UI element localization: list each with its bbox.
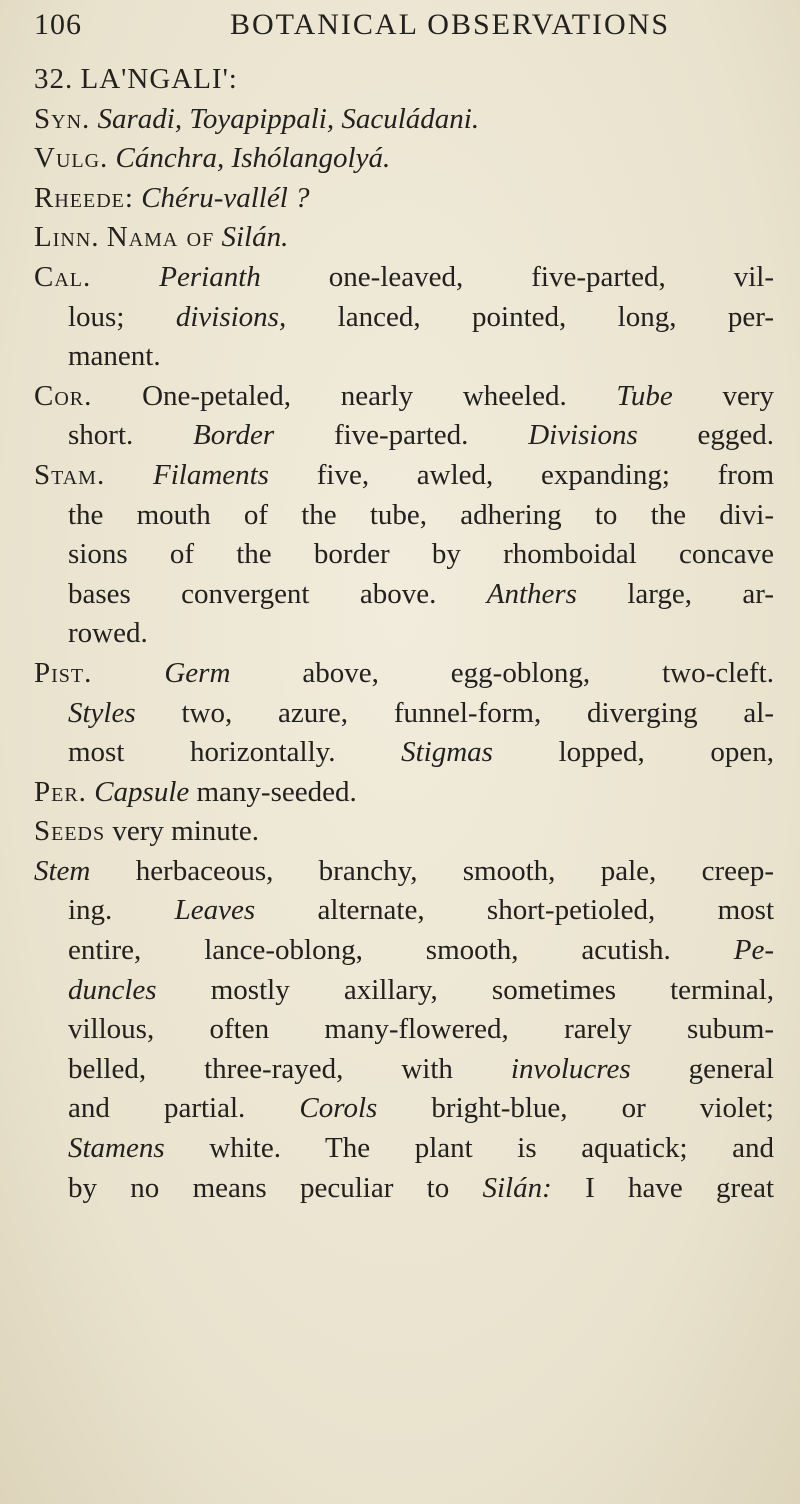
- description-line-2: [34, 891, 774, 931]
- desc-text: and partial.: [68, 1092, 246, 1125]
- desc-term: Stem: [34, 854, 91, 887]
- desc-text: herbaceous, branchy, smooth, pale, creep-: [135, 854, 775, 887]
- desc-text: white. The plant is aquatick; and: [209, 1132, 775, 1165]
- pist-text: two, azure, funnel-form, diverging al-: [181, 696, 775, 729]
- description-line-3: [34, 931, 774, 971]
- cor-label: Cor.: [34, 379, 93, 412]
- calyx-line-3: [34, 337, 774, 377]
- page-body: [34, 60, 774, 1208]
- stamens-line-3: [34, 535, 774, 575]
- vulg-label: Vulg.: [34, 142, 109, 175]
- description-line-1: [34, 852, 774, 892]
- cor-text: very: [722, 379, 775, 412]
- desc-term: Leaves: [174, 894, 256, 927]
- cal-term: Perianth: [159, 260, 261, 293]
- per-term: Capsule: [94, 775, 190, 808]
- seeds-text: very minute.: [112, 815, 259, 848]
- page-header: [34, 8, 764, 58]
- stamens-line-5: [34, 614, 774, 654]
- stam-text: five, awled, expanding; from: [316, 458, 775, 491]
- linn-text-b: Silán.: [221, 221, 289, 254]
- rheede-label: Rheede:: [34, 181, 134, 214]
- desc-term: Pe-: [733, 934, 774, 967]
- entry-number: 32.: [34, 63, 74, 95]
- pistil-line-2: [34, 694, 774, 734]
- vulgar-names-line: [34, 139, 774, 179]
- synonyms-line: [34, 100, 774, 140]
- desc-term: Silán:: [482, 1171, 552, 1204]
- cal-text: one-leaved, five-parted, vil-: [328, 260, 774, 293]
- stam-label: Stam.: [34, 458, 106, 491]
- syn-label: Syn.: [34, 102, 91, 135]
- corolla-line-2: [34, 416, 774, 456]
- cor-term: Tube: [616, 379, 673, 412]
- entry-heading: [34, 60, 774, 100]
- pistil-line-3: [34, 733, 774, 773]
- seeds-line: [34, 812, 774, 852]
- desc-text: villous, often many-flowered, rarely subum-: [68, 1013, 774, 1046]
- pist-label: Pist.: [34, 656, 93, 689]
- rheede-text: Chéru-vallél ?: [141, 181, 310, 214]
- per-text: many-seeded.: [196, 775, 357, 808]
- stam-term: Anthers: [486, 577, 577, 610]
- linnaeus-line: [34, 218, 774, 258]
- vulg-text: Cánchra, Ishólangolyá.: [115, 142, 391, 175]
- cal-text: lous;: [68, 300, 125, 333]
- corolla-line-1: [34, 377, 774, 417]
- cal-term: divisions,: [175, 300, 287, 333]
- description-line-5: [34, 1010, 774, 1050]
- cal-label: Cal.: [34, 260, 92, 293]
- desc-term: duncles: [68, 973, 157, 1006]
- syn-text: Saradi, Toyapippali, Saculádani.: [97, 102, 480, 135]
- pericarp-line: [34, 773, 774, 813]
- page-number: 106: [34, 8, 82, 41]
- description-line-9: [34, 1169, 774, 1209]
- cor-text: five-parted.: [333, 419, 469, 452]
- stamens-line-1: [34, 456, 774, 496]
- stamens-line-2: [34, 496, 774, 536]
- stam-term: Filaments: [152, 458, 269, 491]
- desc-text: belled, three-rayed, with: [68, 1052, 453, 1085]
- desc-text: ing.: [68, 894, 113, 927]
- description-line-4: [34, 971, 774, 1011]
- cor-term: Divisions: [528, 419, 638, 452]
- cor-text: short.: [68, 419, 134, 452]
- entry-name: LA'NGALI':: [80, 63, 238, 95]
- pist-term: Styles: [68, 696, 136, 729]
- desc-text: general: [688, 1052, 774, 1085]
- stam-text: rowed.: [68, 617, 148, 650]
- linn-label: Linn.: [34, 221, 100, 254]
- per-label: Per.: [34, 775, 87, 808]
- description-line-6: [34, 1050, 774, 1090]
- cor-text: One-petaled, nearly wheeled.: [142, 379, 567, 412]
- linn-text-a: Nama of: [106, 221, 215, 254]
- seeds-label: Seeds: [34, 815, 106, 848]
- pist-text: most horizontally.: [68, 736, 336, 769]
- cor-text: egged.: [697, 419, 775, 452]
- stam-text: sions of the border by rhomboidal concave: [68, 538, 774, 571]
- desc-text: I have great: [585, 1171, 775, 1204]
- desc-text: by no means peculiar to: [68, 1171, 450, 1204]
- stam-text: large, ar-: [627, 577, 774, 610]
- calyx-line-2: [34, 298, 774, 338]
- desc-term: Stamens: [68, 1132, 165, 1165]
- pist-term: Stigmas: [401, 736, 493, 769]
- desc-term: Corols: [299, 1092, 378, 1125]
- stam-text: the mouth of the tube, adhering to the divi-: [68, 498, 774, 531]
- description-line-7: [34, 1089, 774, 1129]
- pistil-line-1: [34, 654, 774, 694]
- desc-text: mostly axillary, sometimes terminal,: [210, 973, 775, 1006]
- calyx-line-1: [34, 258, 774, 298]
- pist-text: lopped, open,: [558, 736, 774, 769]
- cal-text: manent.: [68, 340, 161, 373]
- desc-text: entire, lance-oblong, smooth, acutish.: [68, 934, 671, 967]
- pist-text: above, egg-oblong, two-cleft.: [302, 656, 774, 689]
- desc-term: involucres: [510, 1052, 631, 1085]
- desc-text: alternate, short-petioled, most: [317, 894, 774, 927]
- description-line-8: [34, 1129, 774, 1169]
- stamens-line-4: [34, 575, 774, 615]
- rheede-line: [34, 179, 774, 219]
- running-title: BOTANICAL OBSERVATIONS: [230, 8, 671, 41]
- cor-term: Border: [193, 419, 275, 452]
- desc-text: bright-blue, or violet;: [431, 1092, 774, 1125]
- pist-term: Germ: [164, 656, 231, 689]
- stam-text: bases convergent above.: [68, 577, 437, 610]
- cal-text: lanced, pointed, long, per-: [337, 300, 775, 333]
